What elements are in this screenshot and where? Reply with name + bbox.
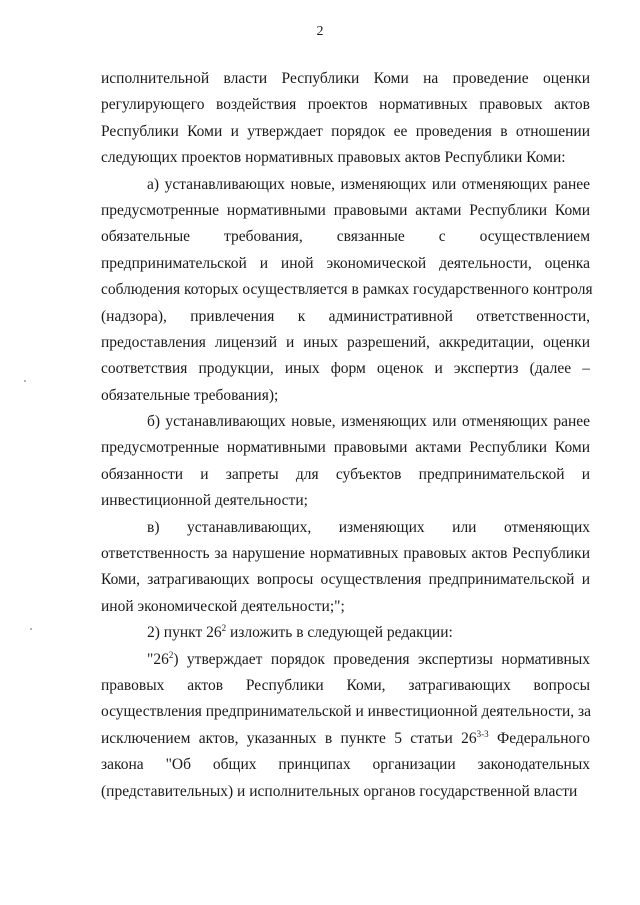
text-line: ответственность за нарушение нормативных правовых актов Республики: [101, 545, 590, 563]
page-number: 2: [316, 24, 324, 39]
text-line: "$26^2$) утверждает порядок проведения экспертизы нормативных: [147, 649, 590, 668]
paragraph-p3: [101, 409, 590, 515]
paragraph-p5: [101, 620, 590, 646]
text-line: а) устанавливающих новые, изменяющих или отменяющих ранее: [147, 175, 590, 193]
text-line: Коми, затрагивающих вопросы осуществления предпринимательской и: [101, 571, 590, 589]
text-line: обязательные требования);: [101, 386, 279, 404]
text-line: в) устанавливающих, изменяющих или отменяющих: [147, 518, 590, 536]
paragraph-p6: [101, 647, 590, 805]
text-line: соблюдения которых осуществляется в рамках государственного контроля: [101, 281, 593, 299]
text-line: предусмотренные нормативными правовыми актами Республики Коми: [101, 439, 590, 457]
text-line: обязанности и запреты для субъектов предпринимательской и: [101, 465, 590, 483]
text-line: иной экономической деятельности;";: [101, 597, 345, 615]
text-line: регулирующего воздействия проектов нормативных правовых актов: [101, 96, 590, 114]
paragraph-p4: [101, 515, 590, 621]
text-line: осуществления предпринимательской и инвестиционной деятельности, за: [101, 703, 591, 721]
text-line: 2) пункт $26^2$ изложить в следующей редакции:: [147, 623, 453, 642]
text-line: предоставления лицензий и иных разрешений, аккредитации, оценки: [101, 333, 590, 351]
text-line: инвестиционной деятельности;: [101, 492, 308, 510]
text-line: предпринимательской и иной экономической деятельности, оценка: [101, 254, 590, 272]
text-line: б) устанавливающих новые, изменяющих или отменяющих ранее: [147, 413, 590, 431]
text-line: закона "Об общих принципах организации законодательных: [101, 756, 590, 774]
text-line: Республики Коми и утверждает порядок ее проведения в отношении: [101, 122, 590, 140]
text-line: следующих проектов нормативных правовых актов Республики Коми:: [101, 149, 566, 167]
paragraph-p2: [101, 172, 593, 410]
text-line: (надзора), привлечения к административной ответственности,: [101, 307, 590, 325]
text-line: соответствия продукции, иных форм оценок и экспертиз (далее –: [101, 360, 590, 378]
text-line: исключением актов, указанных в пункте 5 статьи 26$^{3-3}$ Федерального: [101, 728, 590, 747]
scan-speck: [24, 380, 26, 382]
document-body: [101, 66, 593, 805]
text-line: обязательные требования, связанные с осуществлением: [101, 228, 590, 246]
text-line: предусмотренные нормативными правовыми актами Республики Коми: [101, 201, 590, 219]
text-line: (представительных) и исполнительных органов государственной власти: [101, 782, 578, 800]
paragraph-p1: [101, 66, 590, 172]
text-line: правовых актов Республики Коми, затрагивающих вопросы: [101, 676, 590, 694]
scan-speck: [30, 628, 32, 630]
text-line: исполнительной власти Республики Коми на проведение оценки: [101, 70, 590, 87]
